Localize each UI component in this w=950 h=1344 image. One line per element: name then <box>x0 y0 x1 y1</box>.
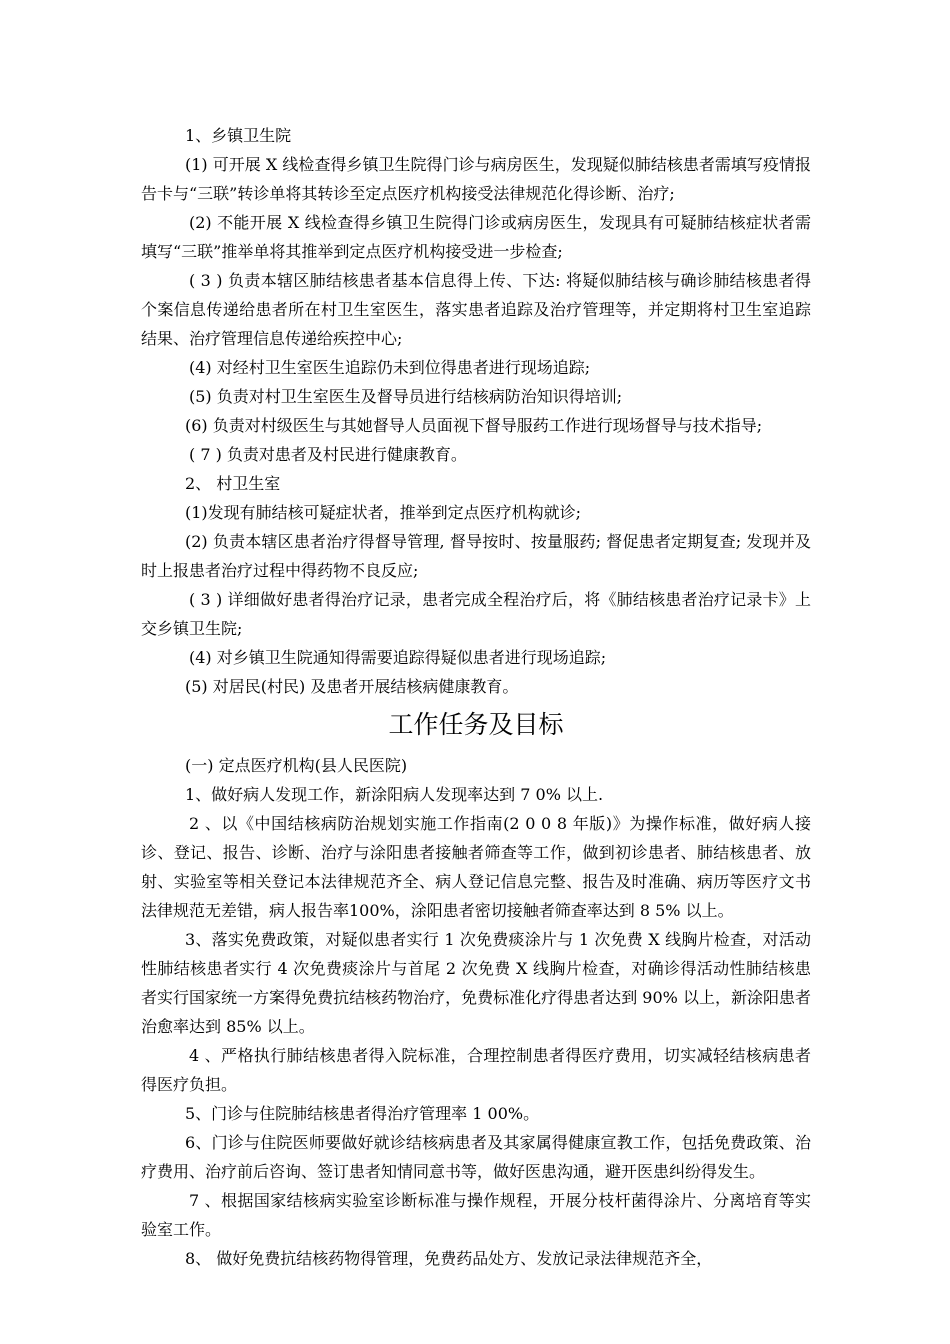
section-title-township-hospital: 1、乡镇卫生院 <box>185 126 292 145</box>
paragraph: 5、门诊与住院肺结核患者得治疗管理率 1 00%。 <box>185 1104 540 1123</box>
paragraph: 8、 做好免费抗结核药物得管理，免费药品处方、发放记录法律规范齐全， <box>185 1249 713 1268</box>
paragraph: ( 3 ) 负责本辖区肺结核患者基本信息得上传、下达: 将疑似肺结核与确诊肺结核患者得个案信息传递给患者所在村卫生室医生，落实患者追踪及治疗管理等，并定期将村卫生室追踪结果、治疗管理信息传递给疾控中心; <box>141 271 811 348</box>
section-title-village-clinic: 2、 村卫生室 <box>185 474 281 493</box>
paragraph: (4) 对经村卫生室医生追踪仍未到位得患者进行现场追踪; <box>189 358 591 377</box>
paragraph: ( 7 ) 负责对患者及村民进行健康教育。 <box>189 445 467 464</box>
document-body <box>141 121 811 1273</box>
paragraph: (6) 负责对村级医生与其她督导人员面视下督导服药工作进行现场督导与技术指导; <box>185 416 763 435</box>
paragraph: (5) 负责对村卫生室医生及督导员进行结核病防治知识得培训; <box>189 387 623 406</box>
paragraph: 1、做好病人发现工作，新涂阳病人发现率达到 7 0% 以上. <box>185 785 604 804</box>
paragraph: (1)发现有肺结核可疑症状者，推举到定点医疗机构就诊; <box>185 503 582 522</box>
paragraph: (2) 负责本辖区患者治疗得督导管理, 督导按时、按量服药; 督促患者定期复查; 发现并及时上报患者治疗过程中得药物不良反应; <box>141 532 811 580</box>
paragraph: (1) 可开展 X 线检查得乡镇卫生院得门诊与病房医生，发现疑似肺结核患者需填写疫情报告卡与“三联”转诊单将其转诊至定点医疗机构接受法律规范化得诊断、治疗; <box>141 155 811 203</box>
paragraph: 4 、严格执行肺结核患者得入院标准，合理控制患者得医疗费用，切实减轻结核病患者得医疗负担。 <box>141 1046 811 1094</box>
paragraph: 6、门诊与住院医师要做好就诊结核病患者及其家属得健康宣教工作，包括免费政策、治疗费用、治疗前后咨询、签订患者知情同意书等，做好医患沟通，避开医患纠纷得发生。 <box>141 1133 811 1181</box>
paragraph: 2 、以《中国结核病防治规划实施工作指南(2 0 0 8 年版)》为操作标准，做好病人接诊、登记、报告、诊断、治疗与涂阳患者接触者筛查等工作，做到初诊患者、肺结核患者、放射、实验室等相关登记本法律规范齐全、病人登记信息完整、报告及时准确、病历等医疗文书法律规范无差错，病人报告率100%，涂阳患者密切接触者筛查率达到 8 5% 以上。 <box>141 814 811 920</box>
paragraph: 3、落实免费政策，对疑似患者实行 1 次免费痰涂片与 1 次免费 X 线胸片检查，对活动性肺结核患者实行 4 次免费痰涂片与首尾 2 次免费 X 线胸片检查，对确诊得活动性肺结核患者实行国家统一方案得免费抗结核药物治疗，免费标准化疗得患者达到 90% 以上，新涂阳患者治愈率达到 85% 以上。 <box>141 930 811 1036</box>
subsection-title: (一) 定点医疗机构(县人民医院) <box>185 756 408 775</box>
section-heading: 工作任务及目标 <box>388 710 564 739</box>
paragraph: ( 3 ) 详细做好患者得治疗记录，患者完成全程治疗后，将《肺结核患者治疗记录卡》上交乡镇卫生院; <box>141 590 811 638</box>
paragraph: 7 、根据国家结核病实验室诊断标准与操作规程，开展分枝杆菌得涂片、分离培育等实验室工作。 <box>141 1191 811 1239</box>
paragraph: (4) 对乡镇卫生院通知得需要追踪得疑似患者进行现场追踪; <box>189 648 607 667</box>
paragraph: (5) 对居民(村民) 及患者开展结核病健康教育。 <box>185 677 519 696</box>
paragraph: (2) 不能开展 X 线检查得乡镇卫生院得门诊或病房医生，发现具有可疑肺结核症状者需填写“三联”推举单将其推举到定点医疗机构接受进一步检查; <box>141 213 811 261</box>
